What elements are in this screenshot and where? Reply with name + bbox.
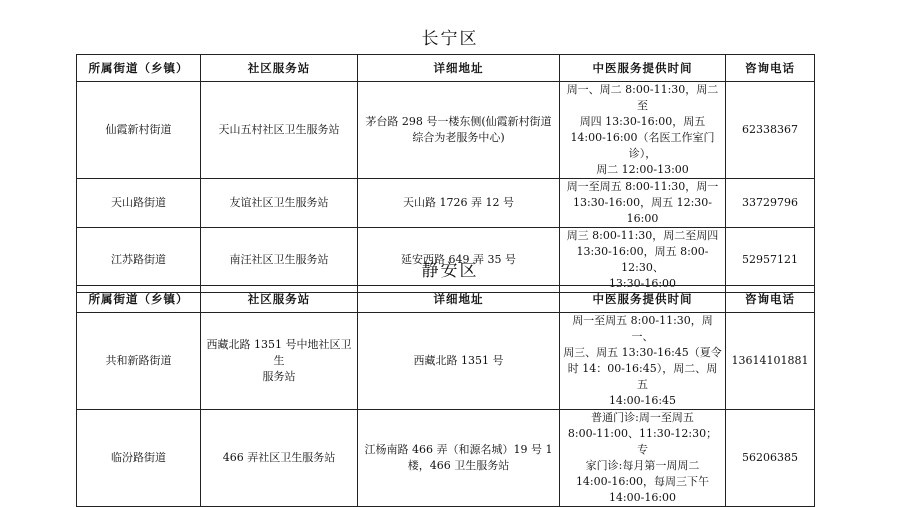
street-cell: 仙霞新村街道: [77, 82, 201, 179]
address-cell: [358, 179, 560, 228]
address-cell: [358, 313, 560, 410]
service-time-cell: [560, 179, 726, 228]
table-row: [77, 410, 815, 507]
phone-cell: 56206385: [726, 410, 815, 507]
table-row: [77, 82, 815, 179]
time-line: 周一至周五 8:00-11:30，周一、: [572, 314, 713, 343]
time-line: 14:00-16:00: [608, 491, 677, 504]
time-line: 周三、周五 13:30-16:45（夏令: [563, 346, 722, 359]
time-line: 13:30-16:00，周五 8:00-12:30、: [576, 245, 709, 274]
phone-cell: 62338367: [726, 82, 815, 179]
col-header-phone: 咨询电话: [726, 55, 815, 82]
time-line: 13:30-16:00: [608, 277, 677, 290]
phone-cell: 52957121: [726, 228, 815, 293]
time-line: 14:00-16:00（名医工作室门诊），: [570, 131, 715, 160]
address-line: 茅台路 298 号一楼东侧(仙霞新村街道: [365, 115, 552, 128]
time-line: 周一至周五 8:00-11:30，周一: [566, 180, 719, 193]
col-header-phone: 咨询电话: [726, 286, 815, 313]
col-header-service-time: 中医服务提供时间: [560, 286, 726, 313]
col-header-service-time: 中医服务提供时间: [560, 55, 726, 82]
table-header-row: [77, 286, 815, 313]
table-header-row: [77, 55, 815, 82]
jingan-table: [76, 285, 815, 507]
address-line: 天山路 1726 弄 12 号: [403, 196, 514, 209]
time-line: 8:00-11:00、11:30-12:30；专: [567, 427, 718, 456]
col-header-address: 详细地址: [358, 55, 560, 82]
col-header-street: 所属街道（乡镇）: [77, 55, 201, 82]
col-header-station: 社区服务站: [201, 286, 358, 313]
phone-cell: 33729796: [726, 179, 815, 228]
col-header-address: 详细地址: [358, 286, 560, 313]
time-line: 14:00-16:00，每周三下午: [575, 475, 710, 488]
address-line: 西藏北路 1351 号: [413, 354, 504, 367]
street-cell: 天山路街道: [77, 179, 201, 228]
section-title-changning: 长宁区: [421, 29, 479, 49]
time-line: 时 14：00-16:45），周二、周五: [567, 362, 718, 391]
station-cell: 天山五村社区卫生服务站: [201, 82, 358, 179]
time-line: 周二 12:00-13:00: [596, 163, 689, 176]
street-cell: 临汾路街道: [77, 410, 201, 507]
address-cell: [358, 410, 560, 507]
table-row: [77, 313, 815, 410]
address-line: 综合为老服务中心): [412, 131, 505, 144]
service-time-cell: [560, 313, 726, 410]
station-line: 西藏北路 1351 号中地社区卫生: [206, 338, 352, 367]
station-line: 466 弄社区卫生服务站: [222, 451, 336, 464]
section-title-jingan: 静安区: [421, 261, 479, 281]
address-line: 楼，466 卫生服务站: [407, 459, 510, 472]
service-time-cell: [560, 410, 726, 507]
time-line: 14:00-16:45: [608, 394, 677, 407]
time-line: 周一、周二 8:00-11:30，周二至: [566, 83, 719, 112]
address-line: 江杨南路 466 弄（和源名城）19 号 1: [364, 443, 553, 456]
phone-cell: 13614101881: [726, 313, 815, 410]
station-line: 服务站: [262, 370, 296, 383]
station-cell: 南汪社区卫生服务站: [201, 228, 358, 293]
time-line: 普通门诊:周一至周五: [591, 411, 694, 424]
time-line: 家门诊:每月第一周周二: [585, 459, 700, 472]
street-cell: 江苏路街道: [77, 228, 201, 293]
address-cell: [358, 82, 560, 179]
time-line: 周三 8:00-11:30，周二至周四: [566, 229, 719, 242]
table-row: [77, 179, 815, 228]
time-line: 13:30-16:00，周五 12:30-16:00: [572, 196, 713, 225]
service-time-cell: [560, 82, 726, 179]
address-line: 延安西路 649 弄 35 号: [401, 253, 516, 266]
col-header-street: 所属街道（乡镇）: [77, 286, 201, 313]
street-cell: 共和新路街道: [77, 313, 201, 410]
station-cell: [201, 313, 358, 410]
station-cell: 友谊社区卫生服务站: [201, 179, 358, 228]
col-header-station: 社区服务站: [201, 55, 358, 82]
time-line: 周四 13:30-16:00，周五: [579, 115, 706, 128]
station-cell: [201, 410, 358, 507]
